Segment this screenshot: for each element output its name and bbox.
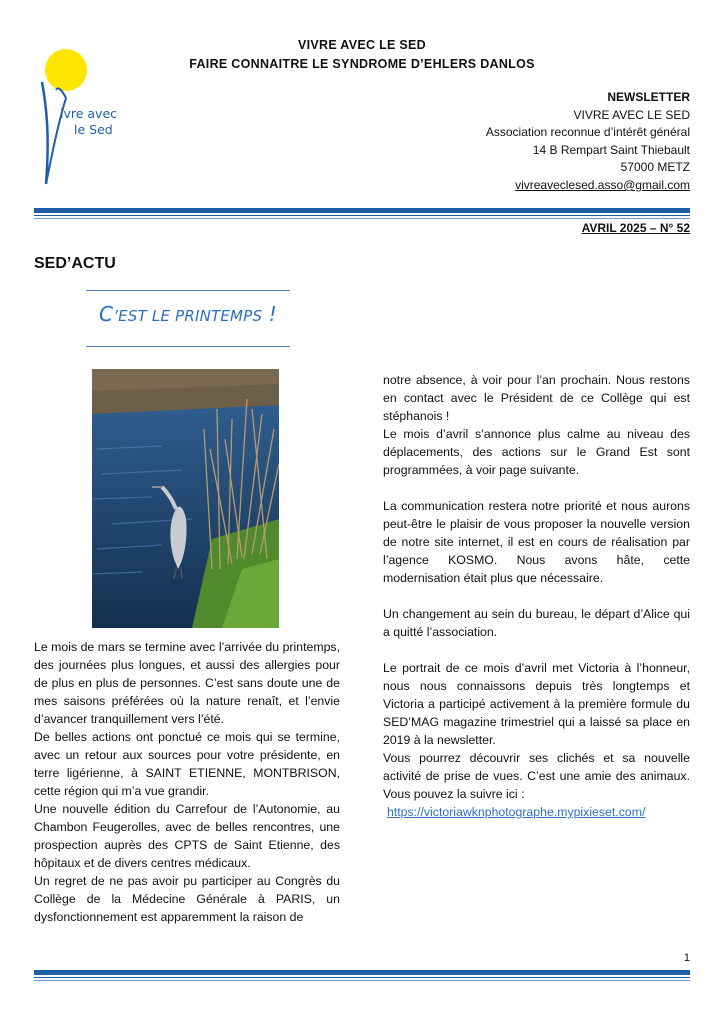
paragraph: Un changement au sein du bureau, le départ d’Alice qui a quitté l’association. <box>383 607 690 639</box>
headline-initial: C <box>99 302 114 326</box>
section-title: SED’ACTU <box>34 255 116 272</box>
paragraph: Le mois de mars se termine avec l’arrivée du printemps, des journées plus longues, et aussi des allergies pour de plus en plus de personnes. C’est sans doute une de mes saisons préférées où la nature renaît, et l’envie d’avancer tranquillement vers l’été. <box>34 640 340 726</box>
headline-text: ’EST LE PRINTEMPS <box>113 307 263 325</box>
paragraph: Le mois d’avril s’annonce plus calme au niveau des déplacements, des actions sur le Grand Est sont programmées, à voir page suivante. <box>383 427 690 477</box>
headline-rule-bottom <box>86 346 290 347</box>
paragraph: Une nouvelle édition du Carrefour de l’Autonomie, au Chambon Feugerolles, avec de belles rencontres, une prospection auprès des CPTS de Saint Etienne, des hôpitaux et de divers centres médicaux. <box>34 802 340 870</box>
issue-number: AVRIL 2025 – N° 52 <box>581 221 690 235</box>
association-logo <box>36 44 136 189</box>
headline-rule-top <box>86 290 290 291</box>
article-column-left <box>34 638 340 926</box>
heron-photo <box>92 369 279 628</box>
photographer-link[interactable]: https://victoriawknphotographe.mypixieset.com/ <box>387 805 646 819</box>
headline-exclamation: ! <box>262 302 277 326</box>
paragraph: Un regret de ne pas avoir pu participer au Congrès du Collège de la Médecine Générale à PARIS, un dysfonctionnement est apparemment la raison de <box>34 874 340 924</box>
paragraph: De belles actions ont ponctué ce mois qui se termine, avec un retour aux sources pour votre présidente, en terre ligérienne, à SAINT ETIENNE, MONTBRISON, cette région qui m’a vue grandir. <box>34 730 340 798</box>
city-address: 57000 METZ <box>620 160 690 175</box>
article-headline <box>86 302 290 326</box>
org-status: Association reconnue d’intérêt général <box>485 125 690 140</box>
page-number: 1 <box>683 952 690 964</box>
article-column-right <box>383 371 690 821</box>
paragraph: Vous pourrez découvrir ses clichés et sa nouvelle activité de prise de vues. C’est une amie des animaux. Vous pouvez la suivre ici : <box>383 751 690 801</box>
paragraph: Le portrait de ce mois d’avril met Victoria à l’honneur, nous nous connaissons depuis très longtemps et Victoria a participé activement à la première formule du SED’MAG magazine trimestriel qui a laissé sa place en 2019 à la newsletter. <box>383 661 690 747</box>
paragraph: notre absence, à voir pour l’an prochain. Nous restons en contact avec le Président de ce Collège qui est stéphanois ! <box>383 373 690 423</box>
paragraph: La communication restera notre priorité et nous aurons peut-être le plaisir de vous proposer la nouvelle version de notre site internet, il est en cours de réalisation par l’agence KOSMO. Nous avons hâte, cette modernisation était plus que nécessaire. <box>383 499 690 585</box>
street-address: 14 B Rempart Saint Thiebault <box>532 142 690 157</box>
header-title: VIVRE AVEC LE SED <box>297 38 427 52</box>
contact-block <box>486 89 690 195</box>
top-divider <box>34 208 690 219</box>
org-name: VIVRE AVEC LE SED <box>573 107 690 122</box>
logo-text-line1: ivre avec <box>60 106 118 121</box>
newsletter-label: NEWSLETTER <box>607 90 690 104</box>
email-link[interactable]: vivreaveclesed.asso@gmail.com <box>515 177 690 192</box>
bottom-divider <box>34 970 690 981</box>
logo-text-line2: le Sed <box>74 122 113 137</box>
header-subtitle: FAIRE CONNAITRE LE SYNDROME D’EHLERS DANLOS <box>189 57 535 71</box>
